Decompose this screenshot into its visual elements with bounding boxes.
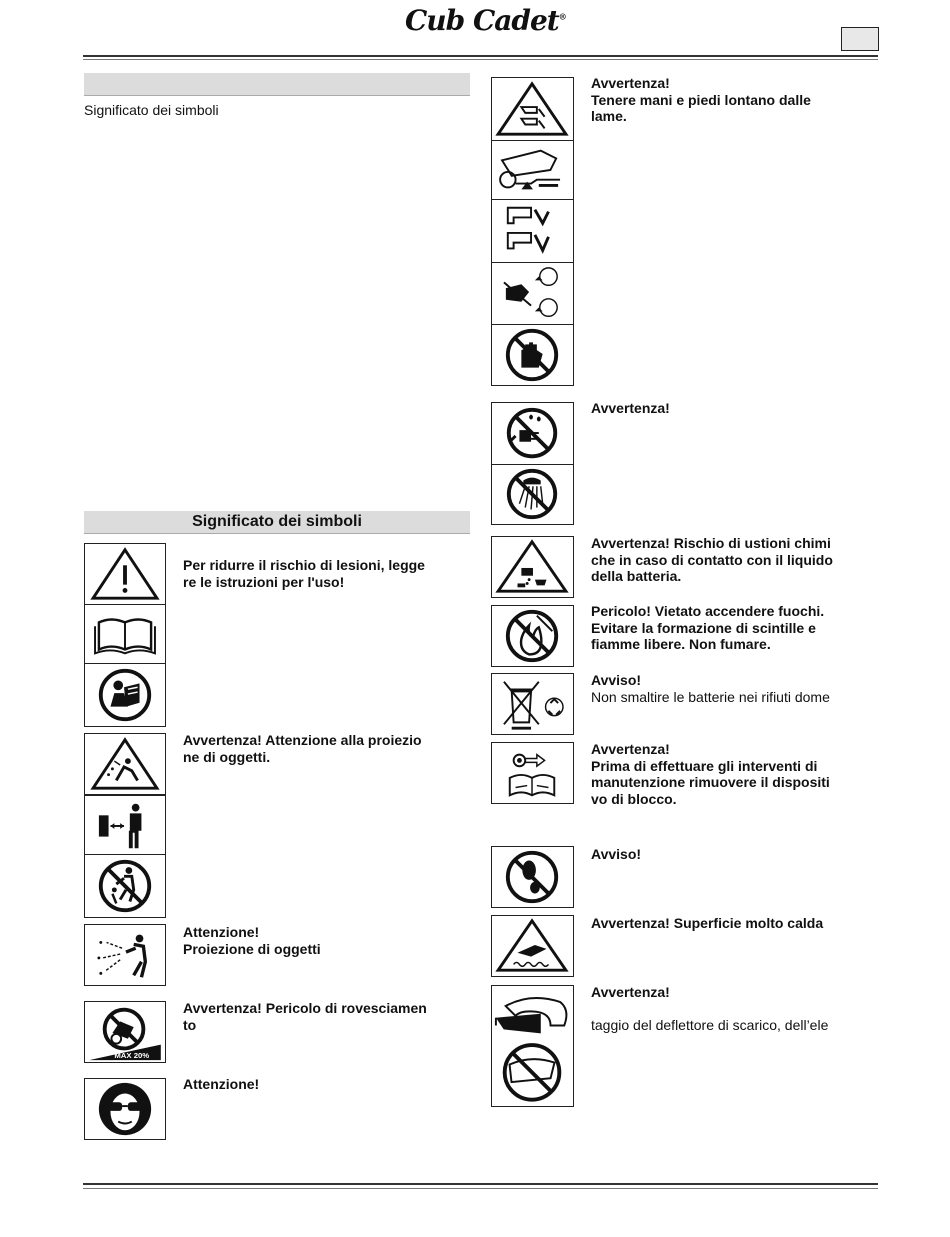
max-slope-badge: MAX 20% bbox=[114, 1051, 150, 1061]
keep-distance-icon bbox=[84, 795, 166, 855]
eye-protection-icon bbox=[84, 1078, 166, 1140]
blade-warning-triangle-icon bbox=[491, 77, 574, 141]
footer-rule bbox=[83, 1183, 878, 1185]
no-open-flame-icon bbox=[491, 605, 574, 667]
symbol-text-disposal: Avviso! Non smaltire le batterie nei rifiuti dome bbox=[591, 672, 830, 705]
page-number-box bbox=[841, 27, 879, 51]
no-hand-contact-icon bbox=[491, 324, 574, 386]
symbol-text-thrown-objects: Avvertenza! Attenzione alla proiezio ne di oggetti. bbox=[183, 732, 422, 765]
symbol-text-deflector-heading: Avvertenza! bbox=[591, 984, 670, 1000]
read-manual-icon bbox=[84, 663, 166, 727]
no-stepping-icon bbox=[491, 846, 574, 908]
symbol-text-maintenance: Avvertenza! Prima di effettuare gli interventi di manutenzione rimuovere il dispositi vo di blocco. bbox=[591, 741, 830, 807]
symbol-text-read-manual: Per ridurre il rischio di lesioni, legge re le istruzioni per l'uso! bbox=[183, 557, 425, 590]
open-book-icon bbox=[84, 604, 166, 664]
rollover-slope-icon bbox=[84, 1001, 166, 1063]
battery-acid-warning-icon bbox=[491, 536, 574, 598]
brand-logo: Cub Cadet® bbox=[405, 4, 566, 37]
mower-blade-contact-icon bbox=[491, 140, 574, 200]
symbol-text-no-flame: Pericolo! Vietato accendere fuochi. Evitare la formazione di scintille e fiamme libere. Non fumare. bbox=[591, 603, 825, 652]
symbol-text-no-step: Avviso! bbox=[591, 846, 642, 862]
symbol-text-debris: Attenzione! Proiezione di oggetti bbox=[183, 924, 321, 957]
section-band-empty bbox=[84, 73, 470, 96]
symbol-text-electric: Avvertenza! bbox=[591, 400, 670, 416]
foot-blade-icon bbox=[491, 199, 574, 263]
remove-key-maintenance-icon bbox=[491, 742, 574, 804]
symbol-text-blades: Avvertenza! Tenere mani e piedi lontano dalle lame. bbox=[591, 75, 811, 124]
section-title: Significato dei simboli bbox=[84, 511, 470, 534]
header-rule bbox=[83, 55, 878, 57]
warning-triangle-icon bbox=[84, 543, 166, 605]
hand-blade-rotation-icon bbox=[491, 262, 574, 325]
symbol-text-deflector-body: taggio del deflettore di scarico, dell’ele bbox=[591, 1017, 829, 1033]
intro-text: Significato dei simboli bbox=[84, 102, 219, 118]
thrown-objects-warning-icon bbox=[84, 733, 166, 795]
header-rule-thin bbox=[83, 59, 878, 60]
symbol-text-rollover: Avvertenza! Pericolo di rovesciamen to bbox=[183, 1000, 427, 1033]
symbol-text-hot-surface: Avvertenza! Superficie molto calda bbox=[591, 915, 824, 931]
no-washing-spray-icon bbox=[491, 464, 574, 525]
no-bystanders-icon bbox=[84, 854, 166, 918]
hot-surface-warning-icon bbox=[491, 915, 574, 977]
footer-rule-thin bbox=[83, 1188, 878, 1189]
battery-disposal-icon bbox=[491, 673, 574, 735]
no-electric-water-icon bbox=[491, 402, 574, 465]
flying-debris-icon bbox=[84, 924, 166, 986]
discharge-deflector-icon bbox=[491, 985, 574, 1107]
symbol-text-eye-protection: Attenzione! bbox=[183, 1076, 260, 1092]
symbol-text-battery-acid: Avvertenza! Rischio di ustioni chimi che in caso di contatto con il liquido della batteria. bbox=[591, 535, 833, 584]
